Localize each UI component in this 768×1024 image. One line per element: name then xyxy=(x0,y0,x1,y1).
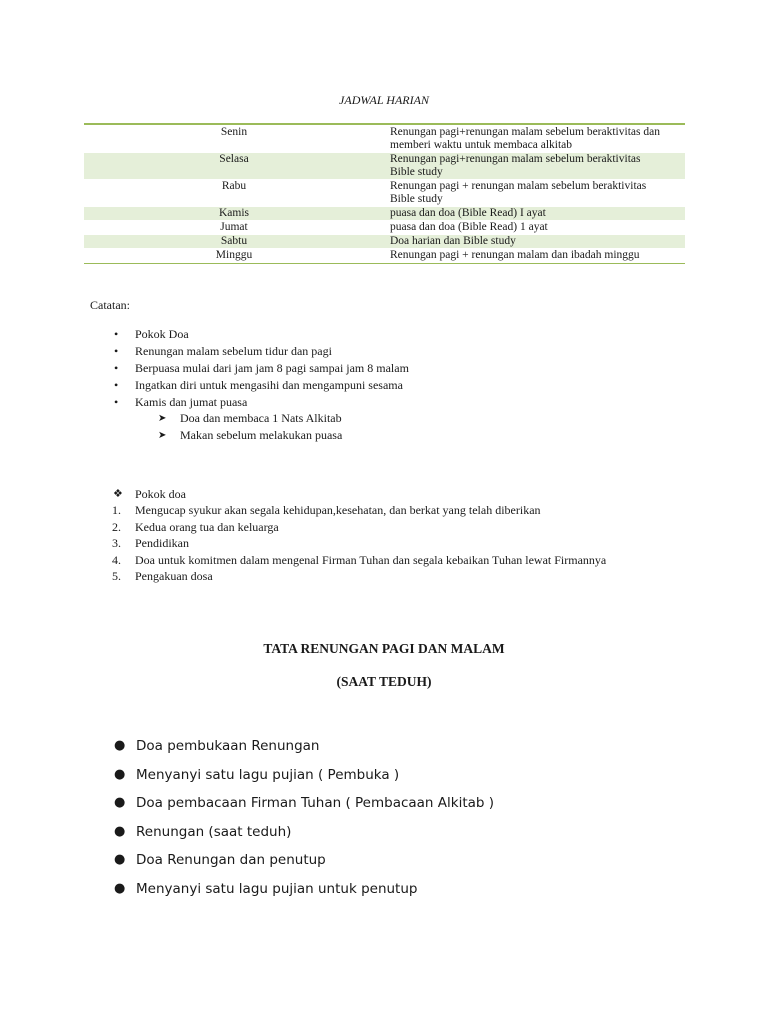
bullet-icon: ● xyxy=(114,738,126,753)
notes-label: Catatan: xyxy=(90,298,130,312)
list-item: ● Doa pembacaan Firman Tuhan ( Pembacaan Alkitab ) xyxy=(114,795,495,811)
list-item: • Ingatkan diri untuk mengasihi dan mengampuni sesama xyxy=(114,378,403,392)
list-item: • Berpuasa mulai dari jam jam 8 pagi sampai jam 8 malam xyxy=(114,361,409,375)
list-item: 5. Pengakuan dosa xyxy=(112,569,213,583)
list-item: 3. Pendidikan xyxy=(112,536,189,550)
table-row xyxy=(84,235,685,249)
table-row xyxy=(84,221,685,235)
bullet-icon: ● xyxy=(114,880,126,896)
day-cell: Jumat xyxy=(84,221,384,235)
activity-cell: Renungan pagi + renungan malam dan ibadah minggu xyxy=(384,249,685,264)
activity-cell: Renungan pagi+renungan malam sebelum beraktivitas Bible study xyxy=(384,153,685,180)
arrow-bullet-icon: ➤ xyxy=(158,430,167,441)
table-row xyxy=(84,180,685,207)
bullet-icon: • xyxy=(114,378,119,392)
activity-cell: Doa harian dan Bible study xyxy=(384,235,685,249)
arrow-bullet-icon: ➤ xyxy=(158,413,167,424)
activity-cell: puasa dan doa (Bible Read) 1 ayat xyxy=(384,221,685,235)
day-cell: Rabu xyxy=(84,180,384,207)
day-cell: Sabtu xyxy=(84,235,384,249)
list-item: ● Menyanyi satu lagu pujian ( Pembuka ) xyxy=(114,766,400,783)
day-cell: Senin xyxy=(84,124,384,153)
schedule-table xyxy=(84,123,685,264)
list-item: 4. Doa untuk komitmen dalam mengenal Firman Tuhan dan segala kebaikan Tuhan lewat Firmannya xyxy=(112,552,607,567)
table-row xyxy=(84,207,685,221)
list-item: • Renungan malam sebelum tidur dan pagi xyxy=(114,344,332,358)
list-item: ➤ Makan sebelum melakukan puasa xyxy=(158,428,343,442)
diamond-bullet-icon: ❖ xyxy=(113,488,123,500)
list-item: 2. Kedua orang tua dan keluarga xyxy=(112,519,279,534)
section-heading: TATA RENUNGAN PAGI DAN MALAM xyxy=(263,641,505,656)
bullet-icon: • xyxy=(114,395,119,409)
list-item: 1. Mengucap syukur akan segala kehidupan,kesehatan, dan berkat yang telah diberikan xyxy=(112,503,541,517)
day-cell: Selasa xyxy=(84,153,384,180)
list-item: ● Doa pembukaan Renungan xyxy=(114,738,320,754)
activity-cell: Renungan pagi+renungan malam sebelum beraktivitas dan memberi waktu untuk membaca alkitab xyxy=(384,124,685,153)
list-item: • Pokok Doa xyxy=(114,327,189,341)
day-cell: Kamis xyxy=(84,207,384,221)
activity-cell: Renungan pagi + renungan malam sebelum beraktivitas Bible study xyxy=(384,180,685,207)
pokok-doa-heading: ❖ Pokok doa xyxy=(113,487,186,501)
bullet-icon: ● xyxy=(114,823,126,839)
list-item: ● Renungan (saat teduh) xyxy=(114,823,292,840)
bullet-icon: ● xyxy=(114,795,126,810)
list-item: ➤ Doa dan membaca 1 Nats Alkitab xyxy=(158,411,342,425)
notes-list xyxy=(114,326,409,411)
table-row xyxy=(84,153,685,180)
day-cell: Minggu xyxy=(84,249,384,264)
list-item: ● Menyanyi satu lagu pujian untuk penutup xyxy=(114,880,418,897)
list-item: • Kamis dan jumat puasa xyxy=(114,395,248,409)
sub-notes-list xyxy=(158,410,343,444)
bullet-icon: ● xyxy=(114,852,126,867)
list-item: ● Doa Renungan dan penutup xyxy=(114,852,326,868)
bullet-icon: • xyxy=(114,361,119,375)
schedule-title: JADWAL HARIAN xyxy=(339,93,429,107)
bullet-icon: • xyxy=(114,327,119,341)
section-subheading: (SAAT TEDUH) xyxy=(336,674,432,689)
pokok-doa-list xyxy=(112,502,607,585)
bullet-icon: ● xyxy=(114,766,126,782)
table-row xyxy=(84,249,685,264)
activity-cell: puasa dan doa (Bible Read) I ayat xyxy=(384,207,685,221)
table-row xyxy=(84,124,685,153)
devotion-order-list xyxy=(114,736,495,907)
bullet-icon: • xyxy=(114,344,119,358)
